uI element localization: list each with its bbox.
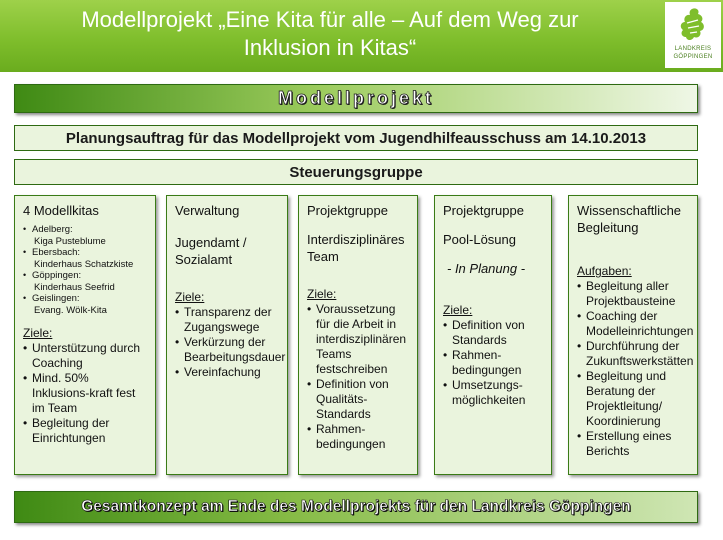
ziel-item: • Rahmen-bedingungen	[307, 422, 411, 452]
modellprojekt-bar	[14, 84, 698, 113]
column-subheading: Jugendamt / Sozialamt	[175, 235, 247, 267]
column-interdisziplinaeres-team	[298, 195, 418, 475]
column-heading: Verwaltung	[175, 203, 240, 218]
ziel-item: • Transparenz der Zugangswege	[175, 305, 281, 335]
kita-place: Adelberg:	[32, 224, 73, 235]
ziele-list	[175, 305, 286, 380]
column-heading: 4 Modellkitas	[23, 203, 99, 218]
ziel-item: • Vereinfachung	[175, 365, 281, 380]
ziel-item: • Mind. 50% Inklusions-kraft fest im Team	[23, 371, 149, 416]
ziele-label: Ziele:	[23, 326, 53, 340]
ziele-list	[307, 302, 411, 452]
page-title	[0, 6, 660, 62]
planning-note: - In Planung -	[447, 261, 526, 276]
kita-item	[23, 270, 149, 293]
aufgaben-list	[577, 279, 694, 459]
kita-place: Ebersbach:	[32, 247, 81, 258]
ziele-list	[443, 318, 545, 408]
aufgaben-label: Aufgaben:	[577, 264, 632, 278]
logo-text-line2: GÖPPINGEN	[673, 54, 713, 60]
gesamtkonzept-label: Gesamtkonzept am Ende des Modellprojekts für den Landkreis Göppingen	[81, 498, 631, 515]
ziel-item: • Rahmen-bedingungen	[443, 348, 545, 378]
kita-place: Göppingen:	[32, 270, 82, 281]
ziele-list	[23, 341, 149, 446]
title-line-2: Inklusion in Kitas“	[243, 35, 417, 60]
ziele-label: Ziele:	[443, 303, 473, 317]
steuerungsgruppe-bar	[14, 159, 698, 185]
kita-name: Kinderhaus Seefrid	[34, 281, 115, 293]
kita-name: Evang. Wölk-Kita	[34, 304, 107, 316]
kita-list	[23, 224, 149, 316]
ziel-item: • Umsetzungs-möglichkeiten	[443, 378, 545, 408]
kita-item	[23, 293, 149, 316]
ziel-item: • Verkürzung der Bearbeitungsdauer	[175, 335, 281, 365]
column-heading: Projektgruppe	[443, 203, 524, 218]
logo-text-line1: LANDKREIS	[674, 46, 712, 52]
gesamtkonzept-bar	[14, 491, 698, 523]
aufgabe-item: • Coaching der Modelleinrichtungen	[577, 309, 691, 339]
kita-place: Geislingen:	[32, 293, 80, 304]
steuerungsgruppe-label: Steuerungsgruppe	[289, 164, 423, 181]
kita-name: Kiga Pusteblume	[34, 235, 106, 247]
ziel-item: • Definition von Qualitäts-Standards	[307, 377, 411, 422]
aufgabe-item: • Begleitung und Beratung der Projektleitung/ Koordinierung	[577, 369, 691, 429]
column-modellkitas	[14, 195, 156, 475]
ziel-item: • Unterstützung durch Coaching	[23, 341, 149, 371]
kita-item	[23, 224, 149, 247]
aufgabe-item: • Durchführung der Zukunftswerkstätten	[577, 339, 691, 369]
kita-name: Kinderhaus Schatzkiste	[34, 258, 134, 270]
aufgabe-item: • Erstellung eines Berichts	[577, 429, 691, 459]
aufgabe-item: • Begleitung aller Projektbausteine	[577, 279, 691, 309]
ziel-item: • Voraussetzung für die Arbeit in interdisziplinären Teams festschreiben	[307, 302, 411, 377]
title-line-1: Modellprojekt „Eine Kita für alle – Auf dem Weg zur	[81, 7, 579, 32]
header-banner	[0, 0, 723, 72]
ziele-label: Ziele:	[175, 290, 205, 304]
planungsauftrag-bar	[14, 125, 698, 151]
column-subheading: Pool-Lösung	[443, 232, 516, 247]
column-subheading: Interdisziplinäres Team	[307, 232, 405, 264]
planungsauftrag-label: Planungsauftrag für das Modellprojekt vom Jugendhilfeausschuss am 14.10.2013	[65, 130, 647, 147]
ziele-label: Ziele:	[307, 287, 337, 301]
landkreis-logo	[665, 2, 721, 68]
column-pool-loesung	[434, 195, 552, 475]
ziel-item: • Begleitung der Einrichtungen	[23, 416, 149, 446]
kita-item	[23, 247, 149, 270]
lion-icon	[678, 6, 708, 44]
column-wissenschaftliche-begleitung	[568, 195, 698, 475]
column-heading: Wissenschaftliche Begleitung	[577, 203, 682, 235]
column-verwaltung	[166, 195, 288, 475]
ziel-item: • Definition von Standards	[443, 318, 545, 348]
column-heading: Projektgruppe	[307, 203, 388, 218]
modellprojekt-label: Modellprojekt	[277, 88, 434, 108]
